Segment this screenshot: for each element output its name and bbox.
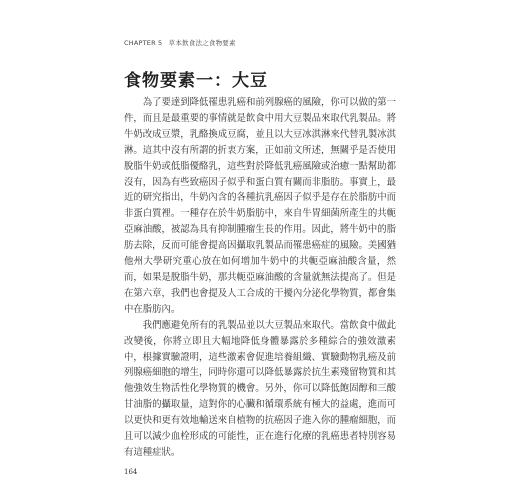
paragraph-2: 我們應避免所有的乳製品並以大豆製品來取代。當飲食中做此改變後，你將立即且大幅地降低身體暴露於多種綜合的強效激素中，根據實驗證明，這些激素會促進培養組織、實驗動物乳癌及前列腺癌細胞的增生，同時你還可以降低暴露於抗生素殘留物質和其他強效生物活性化學物質的機會。另外，你可以降低飽固醇和三酸甘油脂的攝取量，這對你的心臟和循環系統有極大的益處，進而可以更快和更有效地輸送來自植物的抗癌因子進入你的腫瘤細胞，而且可以減少血栓形成的可能性，正在進行化療的乳癌患者特別容易有這種症狀。 xyxy=(124,319,396,458)
chapter-title: 草本飲食法之食物要素 xyxy=(168,39,236,47)
body-text xyxy=(124,95,396,461)
running-head xyxy=(124,38,236,47)
page-number: 164 xyxy=(124,468,138,476)
section-title: 食物要素一：大豆 xyxy=(124,71,268,91)
chapter-label: CHAPTER 5 xyxy=(124,39,163,47)
paragraph-1: 為了要達到降低罹患乳癌和前列腺癌的風險，你可以做的第一件，而且是最重要的事情就是飲食中用大豆製品來取代乳製品。將牛奶改成豆漿，乳酪換成豆腐，並且以大豆冰淇淋來代替乳製冰淇淋。這其中沒有所謂的折衷方案，正如前文所述，無關乎是否使用脫脂牛奶或低脂優酪乳，這些對於降低乳癌風險或治癒一點幫助都沒有，因為有些致癌因子似乎和蛋白質有關而非脂肪。事實上，最近的研究指出，牛奶內含的各種抗乳癌因子似乎是存在於脂肪中而非蛋白質裡。一種存在於牛奶脂肪中，來自牛胃細菌所產生的共軛亞麻油酸，被認為具有抑制腫瘤生長的作用。因此，將牛奶中的脂肪去除，反而可能會提高因攝取乳製品而罹患癌症的風險。美國猶他州大學研究重心放在如何增加牛奶中的共軛亞麻油酸含量，然而，如果是脫脂牛奶，那共軛亞麻油酸的含量就無法提高了。但是在第六章，我們也會提及人工合成的干擾內分泌化學物質，都會集中在脂肪內。 xyxy=(124,97,396,315)
